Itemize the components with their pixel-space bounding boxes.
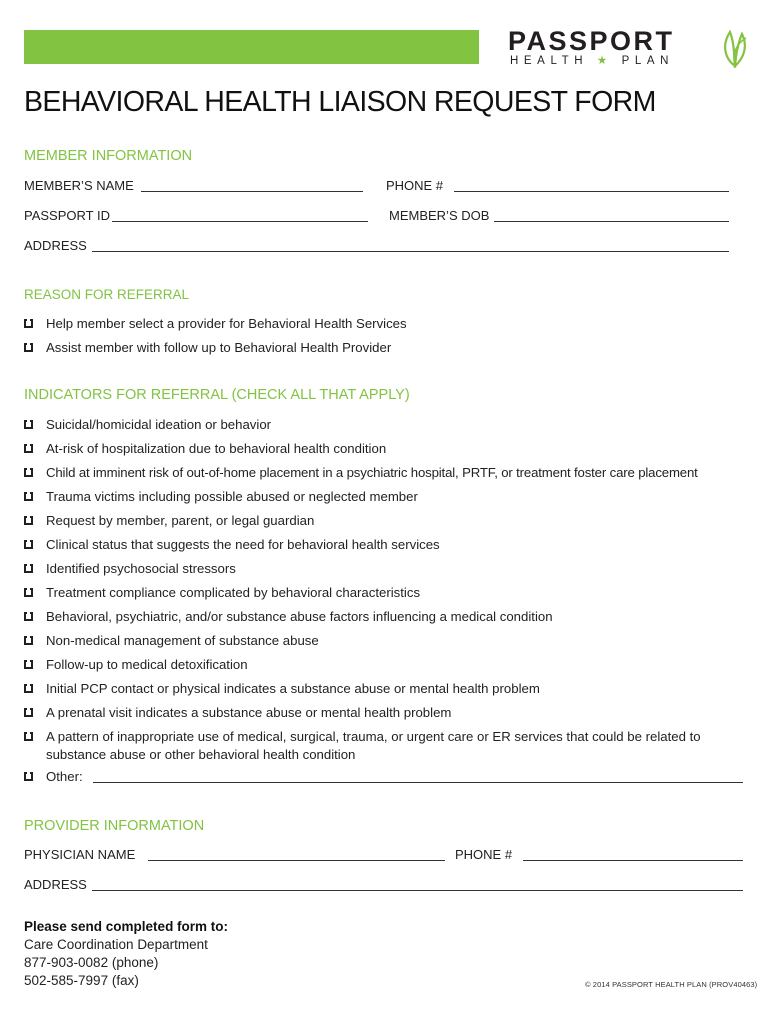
checkbox[interactable] [24,516,33,525]
provider-address-label: ADDRESS [24,877,87,892]
checkbox[interactable] [24,564,33,573]
reason-item-label: Help member select a provider for Behavioral Health Services [46,316,407,331]
indicator-label: Initial PCP contact or physical indicates a substance abuse or mental health problem [46,681,540,696]
copyright-notice: © 2014 PASSPORT HEALTH PLAN (PROV40463) [585,980,758,989]
send-phone: 877-903-0082 (phone) [24,955,159,970]
checkbox[interactable] [24,588,33,597]
indicator-label: Behavioral, psychiatric, and/or substance abuse factors influencing a medical condition [46,609,553,624]
indicator-label: At-risk of hospitalization due to behavioral health condition [46,441,387,456]
logo-sub-right: PLAN [621,55,675,67]
checkbox[interactable] [24,612,33,621]
logo-subtitle [510,55,674,68]
reason-item [24,339,744,357]
provider-phone-label: PHONE # [455,847,513,862]
checkbox[interactable] [24,343,33,352]
indicator-item [24,632,749,650]
reason-heading: REASON FOR REFERRAL [24,287,190,302]
indicator-item [24,512,749,530]
indicator-item [24,416,749,434]
indicator-item [24,704,749,722]
other-field[interactable] [93,782,743,783]
indicators-heading: INDICATORS FOR REFERRAL (CHECK ALL THAT APPLY) [24,387,410,403]
indicator-item [24,584,749,602]
physician-name-field[interactable] [148,860,445,861]
checkbox[interactable] [24,468,33,477]
indicator-item [24,560,749,578]
member-address-label: ADDRESS [24,238,87,253]
indicator-label: A pattern of inappropriate use of medical, surgical, trauma, or urgent care or ER services that could be related to substance abuse or other behavioral health condition [46,729,701,762]
indicator-label: Non-medical management of substance abuse [46,633,319,648]
checkbox[interactable] [24,319,33,328]
checkbox[interactable] [24,636,33,645]
physician-name-label: PHYSICIAN NAME [24,847,136,862]
indicator-label: Request by member, parent, or legal guardian [46,513,315,528]
indicator-label: Suicidal/homicidal ideation or behavior [46,417,272,432]
member-phone-label: PHONE # [386,178,444,193]
logo-wordmark: PASSPORT [508,26,675,56]
indicator-label: Child at imminent risk of out-of-home placement in a psychiatric hospital, PRTF, or treatment foster care placement [46,465,698,480]
member-address-field[interactable] [92,251,729,252]
checkbox[interactable] [24,444,33,453]
indicator-label: Follow-up to medical detoxification [46,657,248,672]
checkbox[interactable] [24,772,33,781]
indicator-item [24,656,749,674]
indicator-label: Clinical status that suggests the need for behavioral health services [46,537,440,552]
indicator-label: Identified psychosocial stressors [46,561,236,576]
reason-item [24,315,744,333]
indicator-label: A prenatal visit indicates a substance abuse or mental health problem [46,705,452,720]
logo-sub-left: HEALTH [510,55,589,67]
leaf-emblem-icon [720,28,750,68]
checkbox[interactable] [24,492,33,501]
member-dob-field[interactable] [494,221,729,222]
member-info-heading: MEMBER INFORMATION [24,148,193,164]
indicator-item [24,680,749,698]
member-phone-field[interactable] [454,191,729,192]
reason-item-label: Assist member with follow up to Behavioral Health Provider [46,340,392,355]
provider-phone-field[interactable] [523,860,743,861]
passport-logo [508,26,748,70]
indicator-item [24,488,749,506]
indicator-item [24,464,749,482]
indicator-label: Treatment compliance complicated by behavioral characteristics [46,585,421,600]
form-title: BEHAVIORAL HEALTH LIAISON REQUEST FORM [24,86,656,118]
send-instructions-title: Please send completed form to: [24,919,229,934]
checkbox[interactable] [24,684,33,693]
other-label: Other: [46,769,83,784]
send-fax: 502-585-7997 (fax) [24,973,139,988]
checkbox[interactable] [24,660,33,669]
indicator-item [24,440,749,458]
send-department: Care Coordination Department [24,937,208,952]
member-name-field[interactable] [141,191,363,192]
member-dob-label: MEMBER’S DOB [389,208,490,223]
indicator-item [24,728,749,764]
reason-list [24,315,744,357]
member-name-label: MEMBER’S NAME [24,178,134,193]
checkbox[interactable] [24,540,33,549]
indicator-other-item [24,768,766,786]
indicator-label: Trauma victims including possible abused or neglected member [46,489,418,504]
checkbox[interactable] [24,732,33,741]
provider-info-heading: PROVIDER INFORMATION [24,818,205,834]
indicators-list [24,416,749,770]
indicator-item [24,608,749,626]
passport-id-field[interactable] [112,221,368,222]
passport-id-label: PASSPORT ID [24,208,110,223]
provider-address-field[interactable] [92,890,743,891]
indicator-item [24,536,749,554]
header-green-bar [24,30,479,64]
checkbox[interactable] [24,708,33,717]
star-icon: ★ [588,55,622,67]
checkbox[interactable] [24,420,33,429]
